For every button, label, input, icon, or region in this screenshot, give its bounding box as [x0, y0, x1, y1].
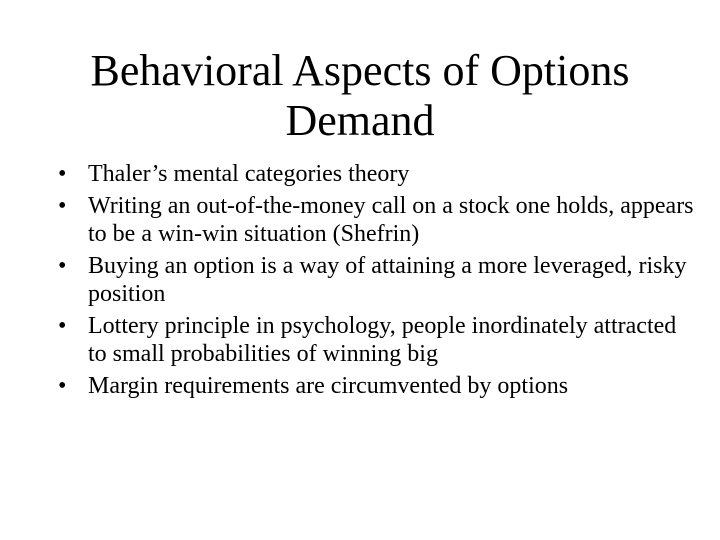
bullet-icon: • [58, 313, 67, 339]
slide-title-line-1: Behavioral Aspects of Options [90, 46, 630, 95]
bullet-icon: • [58, 253, 67, 279]
bullet-item [58, 252, 698, 308]
bullet-text: Margin requirements are circumvented by options [88, 373, 569, 399]
bullet-text: Lottery principle in psychology, people inordinately attracted to small probabilities of winning big [88, 313, 677, 367]
slide-title-line-2: Demand [285, 96, 435, 145]
bullet-icon: • [58, 161, 67, 187]
slide-title [60, 46, 660, 146]
bullet-item [58, 160, 698, 188]
bullet-item [58, 192, 698, 248]
bullet-text: Writing an out-of-the-money call on a stock one holds, appears to be a win-win situation (Shefrin) [88, 193, 694, 247]
bullet-list [58, 160, 698, 404]
bullet-text: Buying an option is a way of attaining a more leveraged, risky position [88, 253, 687, 307]
bullet-icon: • [58, 193, 67, 219]
bullet-item [58, 372, 698, 400]
bullet-item [58, 312, 698, 368]
bullet-icon: • [58, 373, 67, 399]
bullet-text: Thaler’s mental categories theory [88, 161, 410, 187]
